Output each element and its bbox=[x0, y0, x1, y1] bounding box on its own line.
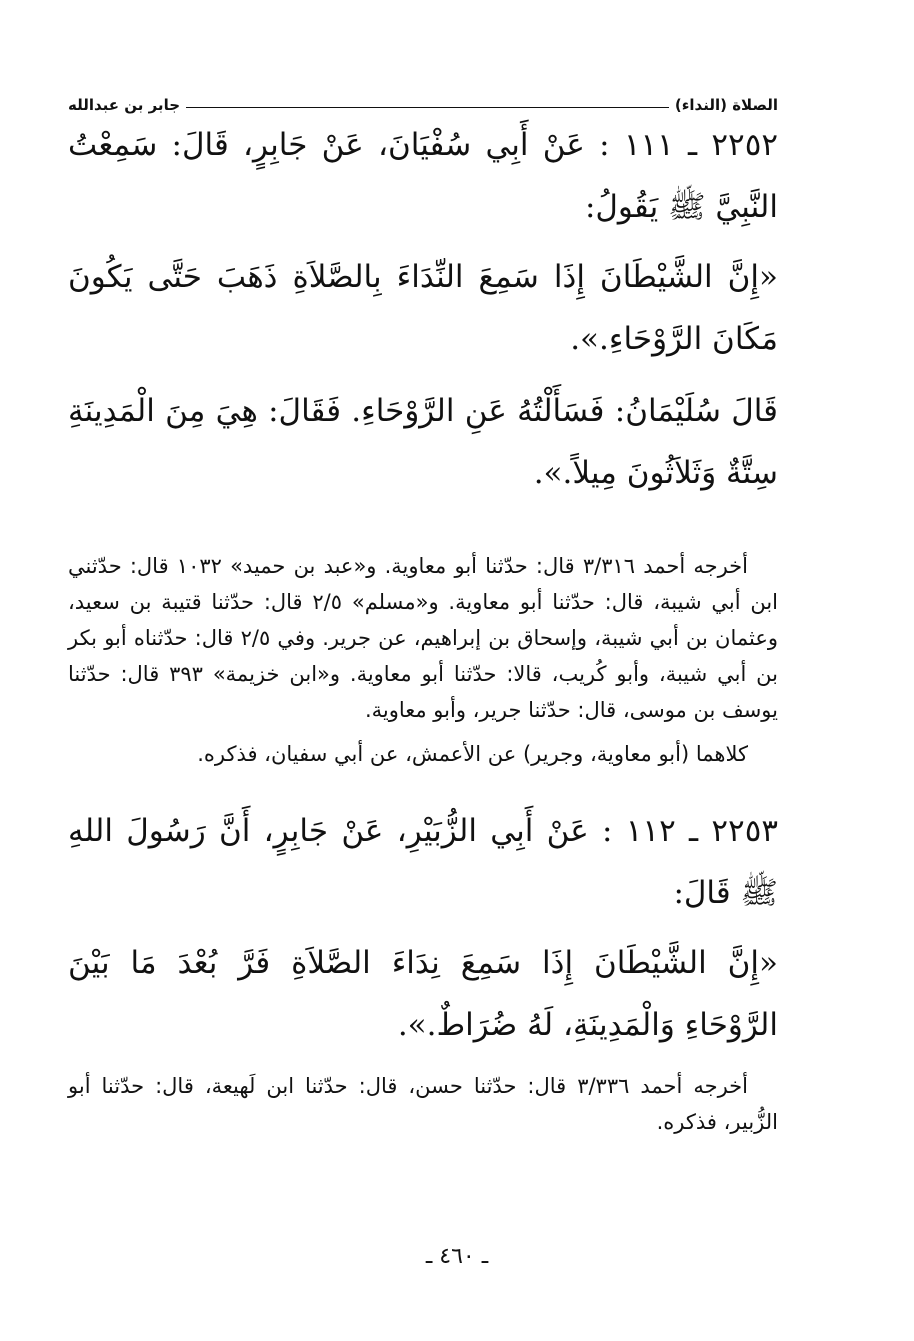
hadith-2253-isnad: ٢٢٥٣ ـ ١١٢ : عَنْ أَبِي الزُّبَيْرِ، عَنْ جَابِرٍ، أَنَّ رَسُولَ اللهِ ﷺ قَالَ: bbox=[68, 813, 778, 911]
header-chapter-title: الصلاة (النداء) bbox=[674, 96, 778, 114]
page-number: ـ ٤٦٠ ـ bbox=[425, 1244, 489, 1269]
page-body bbox=[68, 96, 778, 1140]
hadith-2252-summary: كلاهما (أبو معاوية، وجرير) عن الأعمش، عن أبي سفيان، فذكره. bbox=[197, 742, 748, 766]
hadith-2252-takhrij: أخرجه أحمد ٣/٣١٦ قال: حدّثنا أبو معاوية. و«عبد بن حميد» ١٠٣٢ قال: حدّثني ابن أبي شيبة، قال: حدّثنا أبو معاوية. و«مسلم» ٢/٥ قال: حدّثنا قتيبة بن سعيد، وعثمان بن أبي شيبة، وإسحاق بن إبراهيم، عن جرير. وفي ٢/٥ قال: حدّثناه أبو بكر بن أبي شيبة، وأبو كُريب، قالا: حدّثنا أبو معاوية. و«ابن خزيمة» ٣٩٣ قال: حدّثنا يوسف بن موسى، قال: حدّثنا جرير، وأبو معاوية. bbox=[68, 554, 778, 722]
hadith-2252-isnad: ٢٢٥٢ ـ ١١١ : عَنْ أَبِي سُفْيَانَ، عَنْ جَابِرٍ، قَالَ: سَمِعْتُ النَّبِيَّ ﷺ يَقُولُ: bbox=[68, 127, 778, 225]
spacer bbox=[68, 772, 778, 800]
spacer bbox=[68, 504, 778, 548]
running-header bbox=[68, 96, 778, 114]
header-rule bbox=[186, 107, 669, 108]
hadith-2253-matn: «إِنَّ الشَّيْطَانَ إِذَا سَمِعَ نِدَاءَ الصَّلاَةِ فَرَّ بُعْدَ مَا بَيْنَ الرَّوْحَاءِ وَالْمَدِينَةِ، لَهُ ضُرَاطٌ.». bbox=[68, 945, 778, 1043]
hadith-2252-matn: «إِنَّ الشَّيْطَانَ إِذَا سَمِعَ النِّدَاءَ بِالصَّلاَةِ ذَهَبَ حَتَّى يَكُونَ مَكَانَ الرَّوْحَاءِ.». bbox=[68, 259, 778, 357]
hadith-2252-qawl: قَالَ سُلَيْمَانُ: فَسَأَلْتُهُ عَنِ الرَّوْحَاءِ. فَقَالَ: هِيَ مِنَ الْمَدِينَةِ سِتَّةٌ وَثَلاَثُونَ مِيلاً.». bbox=[68, 393, 778, 491]
hadith-2253-takhrij: أخرجه أحمد ٣/٣٣٦ قال: حدّثنا حسن، قال: حدّثنا ابن لَهيعة، قال: حدّثنا أبو الزُّبير، فذكره. bbox=[68, 1074, 778, 1134]
header-narrator-name: جابر بن عبدالله bbox=[68, 96, 181, 114]
